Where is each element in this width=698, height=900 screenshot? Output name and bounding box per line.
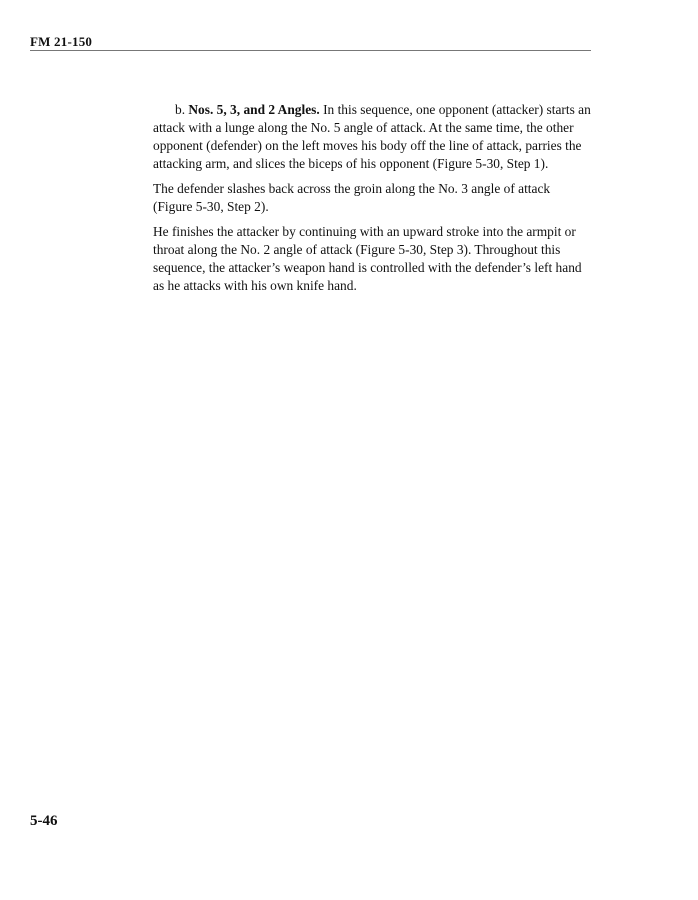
page-number: 5-46 (30, 813, 58, 829)
paragraph-b-heading: Nos. 5, 3, and 2 Angles. (188, 102, 320, 117)
header-rule (30, 50, 591, 51)
paragraph-finishes-attacker: He finishes the attacker by continuing with an upward stroke into the armpit or throat along the No. 2 angle of attack (Figure 5-30, Step 3). Throughout this sequence, the attacker’s weapon hand is controlled with the defender’s left hand as he attacks with his own knife hand. (153, 224, 582, 293)
paragraph-b-prefix: b. (175, 102, 189, 117)
paragraph-b-text: In this sequence, one opponent (attacker) starts an attack with a lunge along the No. 5 angle of attack. At the same time, the other opponent (defender) on the left moves his body off the line of attack, parries the attacking arm, and slices the biceps of his opponent (Figure 5-30, Step 1). (153, 102, 591, 171)
running-header: FM 21-150 (30, 34, 93, 49)
paragraph-defender-slashes: The defender slashes back across the groin along the No. 3 angle of attack (Figure 5-30, Step 2). (153, 181, 551, 214)
body-text (153, 101, 591, 302)
paragraph-b (153, 101, 591, 173)
